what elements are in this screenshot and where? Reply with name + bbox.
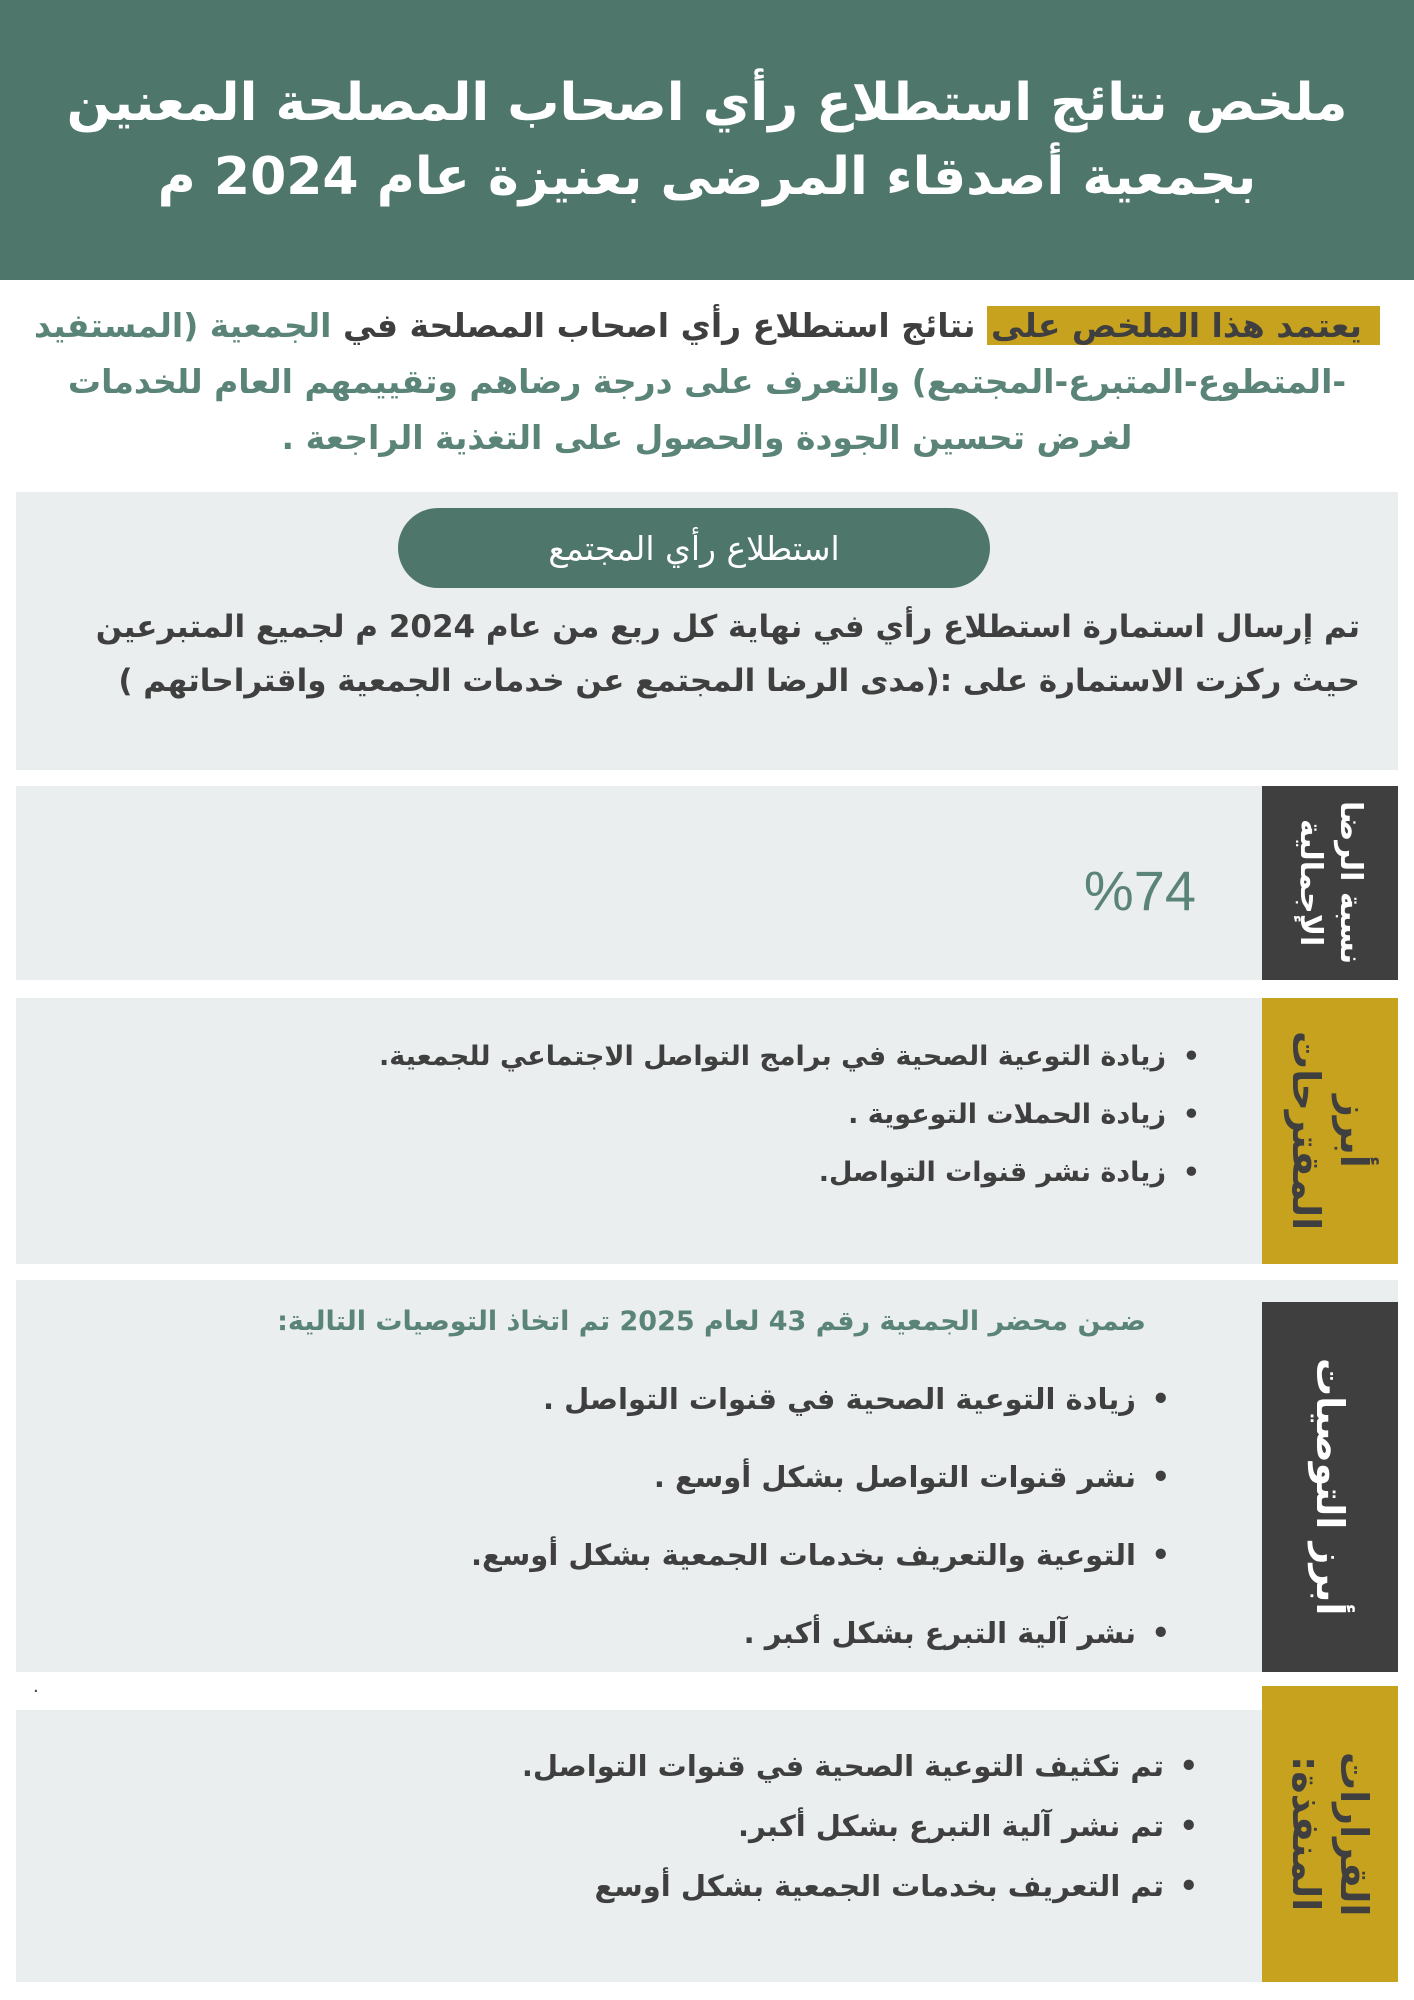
list-item: • تم تكثيف التوعية الصحية في قنوات التواصل. xyxy=(522,1736,1164,1796)
intro-green-text: الجمعية (المستفيد -المتطوع-المتبرع-المجتمع) والتعرف على درجة رضاهم وتقييمهم العام للخدمات لغرض تحسين الجودة والحصول على التغذية الراجعة . xyxy=(34,306,1347,457)
decisions-list xyxy=(522,1736,1164,1916)
stray-dot: . xyxy=(33,1676,39,1697)
satisfaction-percentage: %74 xyxy=(1083,859,1196,922)
decisions-label-box xyxy=(1262,1686,1398,1982)
list-item: • التوعية والتعريف بخدمات الجمعية بشكل أوسع. xyxy=(471,1516,1136,1594)
intro-dark-text: نتائج استطلاع رأي اصحاب المصلحة في xyxy=(343,306,988,345)
decisions-panel xyxy=(16,1710,1398,1982)
satisfaction-panel xyxy=(16,786,1398,980)
intro-paragraph xyxy=(30,298,1384,466)
list-item: • زيادة التوعية الصحية في برامج التواصل الاجتماعي للجمعية. xyxy=(379,1028,1166,1086)
suggestions-panel xyxy=(16,998,1398,1264)
community-line-2: حيث ركزت الاستمارة على :(مدى الرضا المجتمع عن خدمات الجمعية واقتراحاتهم ) xyxy=(118,663,1360,699)
list-item: • نشر قنوات التواصل بشكل أوسع . xyxy=(471,1438,1136,1516)
page-title-line-2: بجمعية أصدقاء المرضى بعنيزة عام 2024 م xyxy=(157,147,1257,207)
list-item: • زيادة الحملات التوعوية . xyxy=(379,1086,1166,1144)
page-title-line-1: ملخص نتائج استطلاع رأي اصحاب المصلحة المعنين xyxy=(66,73,1348,133)
list-item: • زيادة نشر قنوات التواصل. xyxy=(379,1144,1166,1202)
community-survey-panel xyxy=(16,492,1398,770)
recommendations-panel xyxy=(16,1280,1398,1672)
suggestions-label-box xyxy=(1262,998,1398,1264)
list-item: • تم التعريف بخدمات الجمعية بشكل أوسع xyxy=(522,1856,1164,1916)
recommendations-intro: ضمن محضر الجمعية رقم 43 لعام 2025 تم اتخاذ التوصيات التالية: xyxy=(277,1306,1146,1337)
satisfaction-label-box xyxy=(1262,786,1398,980)
recommendations-label: أبرز التوصيات xyxy=(1308,1358,1352,1616)
decisions-label: القرارات المنفذة: xyxy=(1284,1751,1376,1917)
recommendations-list xyxy=(471,1360,1136,1672)
list-item: • تم نشر آلية التبرع بشكل أكبر. xyxy=(522,1796,1164,1856)
list-item: • نشر آلية التبرع بشكل أكبر . xyxy=(471,1594,1136,1672)
list-item: • زيادة التوعية الصحية في قنوات التواصل . xyxy=(471,1360,1136,1438)
suggestions-label: أبرز المقترحات xyxy=(1284,1031,1376,1231)
satisfaction-label: نسبة الرضا الإجمالية xyxy=(1293,801,1368,965)
community-survey-pill: استطلاع رأي المجتمع xyxy=(398,508,990,588)
suggestions-list xyxy=(379,1028,1166,1202)
community-survey-description xyxy=(50,600,1360,708)
recommendations-label-box xyxy=(1262,1302,1398,1672)
intro-highlight: يعتمد هذا الملخص على xyxy=(987,306,1380,345)
community-line-1: تم إرسال استمارة استطلاع رأي في نهاية كل ربع من عام 2024 م لجميع المتبرعين xyxy=(95,609,1360,645)
page-header xyxy=(0,0,1414,280)
